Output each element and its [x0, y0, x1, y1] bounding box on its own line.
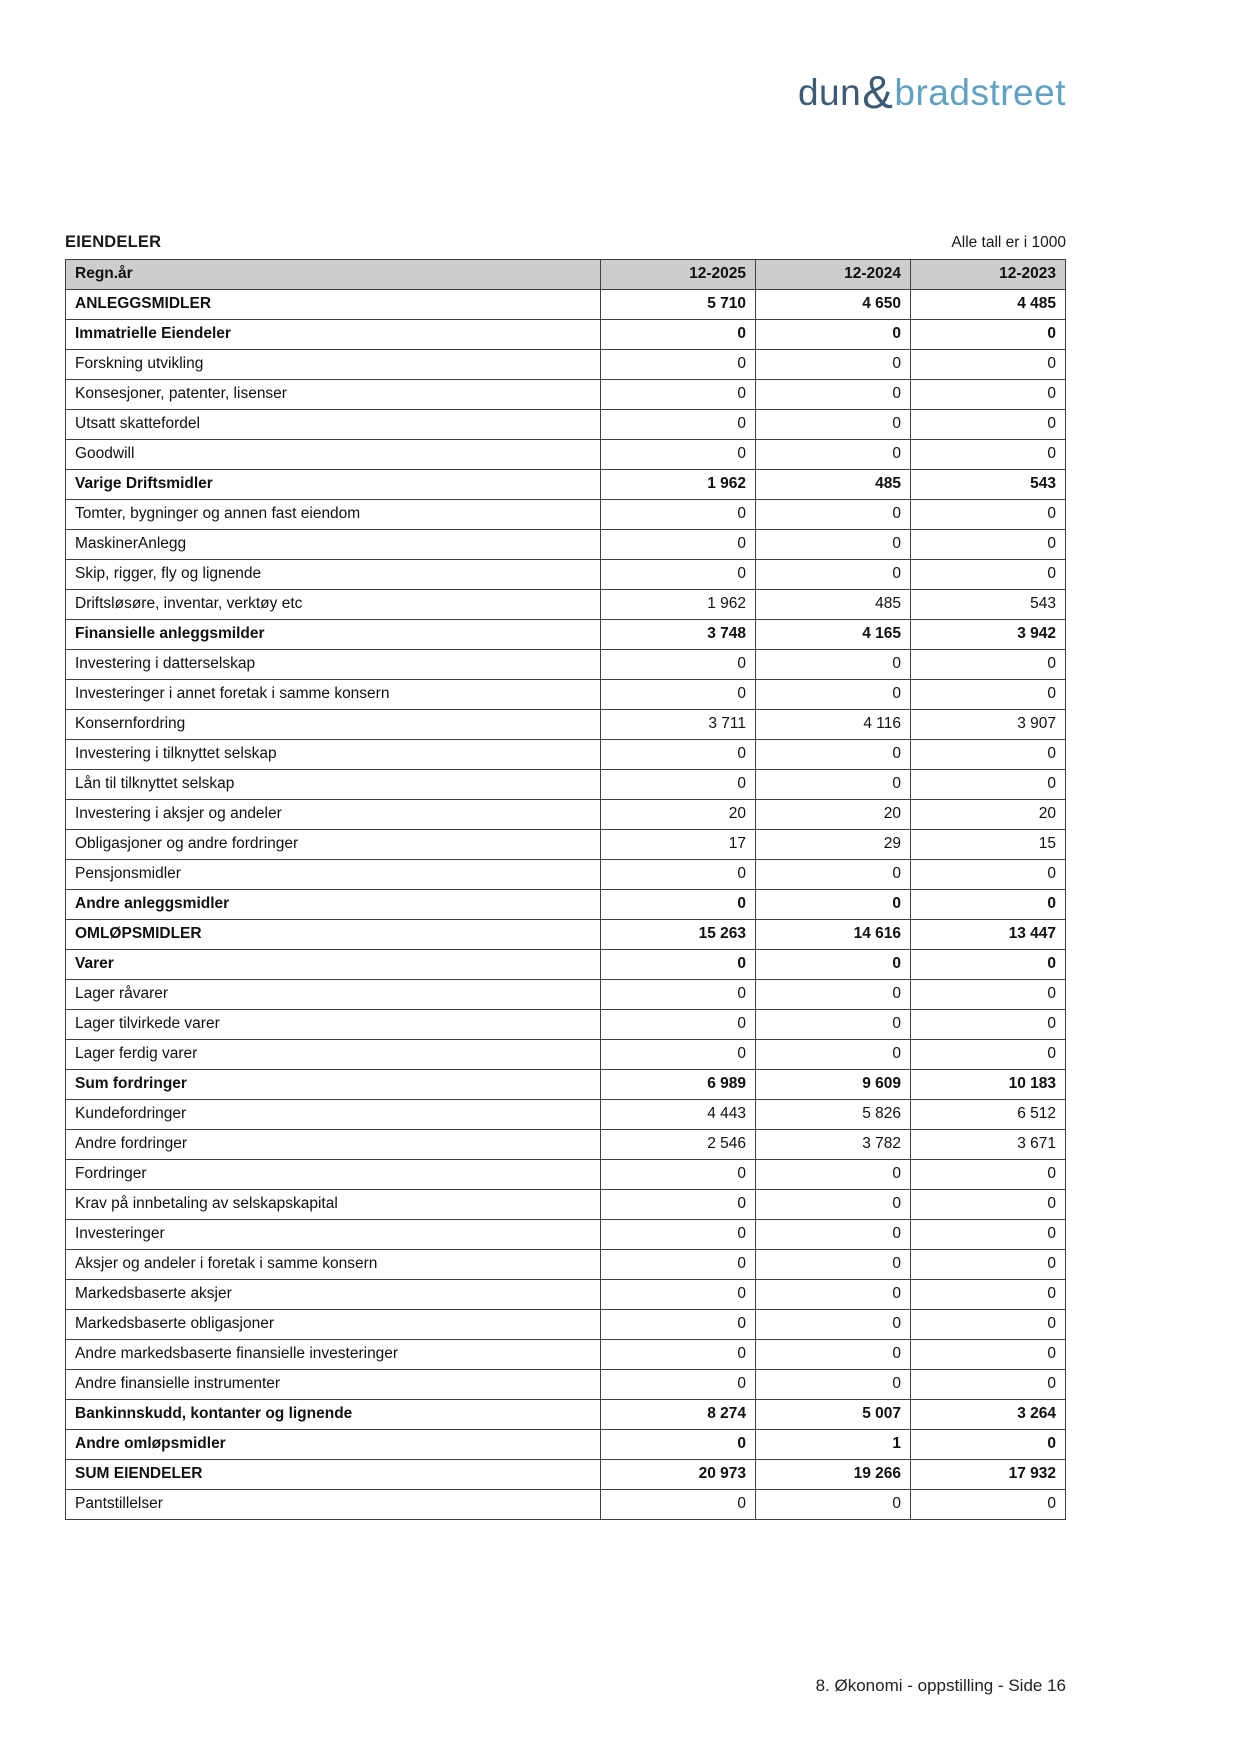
row-label: Konsernfordring [66, 709, 601, 739]
row-value: 0 [911, 1249, 1066, 1279]
row-value: 0 [911, 1339, 1066, 1369]
row-value: 0 [601, 319, 756, 349]
row-label: Investering i aksjer og andeler [66, 799, 601, 829]
table-row [66, 1009, 1066, 1039]
row-label: OMLØPSMIDLER [66, 919, 601, 949]
row-value: 0 [756, 889, 911, 919]
row-label: Lager tilvirkede varer [66, 1009, 601, 1039]
table-header-row [66, 259, 1066, 289]
row-value: 0 [756, 1189, 911, 1219]
row-label: Pantstillelser [66, 1489, 601, 1519]
row-value: 0 [601, 349, 756, 379]
report-page [65, 0, 1066, 1520]
row-value: 0 [756, 559, 911, 589]
page-title: EIENDELER [65, 232, 162, 251]
row-value: 0 [911, 1159, 1066, 1189]
row-value: 0 [756, 409, 911, 439]
logo-text-dun: dun [797, 72, 862, 113]
row-value: 0 [911, 1369, 1066, 1399]
table-row [66, 1489, 1066, 1519]
row-value: 3 907 [911, 709, 1066, 739]
row-value: 0 [601, 949, 756, 979]
row-label: Markedsbaserte obligasjoner [66, 1309, 601, 1339]
ampersand-icon: & [862, 66, 894, 118]
row-label: Andre finansielle instrumenter [66, 1369, 601, 1399]
row-value: 17 932 [911, 1459, 1066, 1489]
table-row [66, 1249, 1066, 1279]
row-label: Andre fordringer [66, 1129, 601, 1159]
table-row [66, 1069, 1066, 1099]
row-label: Lager ferdig varer [66, 1039, 601, 1069]
row-value: 0 [911, 889, 1066, 919]
table-body [66, 289, 1066, 1519]
row-value: 0 [756, 319, 911, 349]
row-value: 4 485 [911, 289, 1066, 319]
table-row [66, 1279, 1066, 1309]
row-value: 0 [911, 499, 1066, 529]
row-value: 0 [601, 529, 756, 559]
row-value: 5 007 [756, 1399, 911, 1429]
row-value: 0 [911, 649, 1066, 679]
row-label: Kundefordringer [66, 1099, 601, 1129]
row-value: 0 [756, 979, 911, 1009]
row-value: 6 512 [911, 1099, 1066, 1129]
row-label: Andre omløpsmidler [66, 1429, 601, 1459]
dun-and-bradstreet-logo [797, 64, 1066, 118]
row-label: Andre markedsbaserte finansielle investeringer [66, 1339, 601, 1369]
row-label: Tomter, bygninger og annen fast eiendom [66, 499, 601, 529]
row-value: 20 [601, 799, 756, 829]
row-value: 20 973 [601, 1459, 756, 1489]
row-value: 0 [756, 769, 911, 799]
row-value: 0 [911, 439, 1066, 469]
row-value: 0 [911, 349, 1066, 379]
row-value: 13 447 [911, 919, 1066, 949]
row-value: 0 [601, 1369, 756, 1399]
row-value: 5 710 [601, 289, 756, 319]
table-row [66, 1339, 1066, 1369]
row-label: Goodwill [66, 439, 601, 469]
table-row [66, 1189, 1066, 1219]
row-value: 0 [756, 499, 911, 529]
table-row [66, 589, 1066, 619]
row-value: 0 [601, 1429, 756, 1459]
page-footer: 8. Økonomi - oppstilling - Side 16 [815, 1676, 1066, 1695]
title-row [65, 233, 1066, 252]
row-value: 0 [756, 949, 911, 979]
row-label: ANLEGGSMIDLER [66, 289, 601, 319]
row-label: Varige Driftsmidler [66, 469, 601, 499]
row-value: 4 650 [756, 289, 911, 319]
balance-sheet-table [65, 259, 1066, 1520]
table-row [66, 949, 1066, 979]
row-value: 0 [911, 1429, 1066, 1459]
row-value: 0 [601, 499, 756, 529]
table-row [66, 1429, 1066, 1459]
row-value: 29 [756, 829, 911, 859]
table-row [66, 1129, 1066, 1159]
row-value: 3 671 [911, 1129, 1066, 1159]
table-row [66, 649, 1066, 679]
row-value: 19 266 [756, 1459, 911, 1489]
row-value: 0 [911, 769, 1066, 799]
row-value: 0 [756, 1249, 911, 1279]
row-value: 0 [756, 1219, 911, 1249]
row-label: Konsesjoner, patenter, lisenser [66, 379, 601, 409]
row-value: 0 [601, 1039, 756, 1069]
row-label: Fordringer [66, 1159, 601, 1189]
row-value: 0 [601, 1309, 756, 1339]
row-value: 0 [756, 529, 911, 559]
row-value: 0 [756, 379, 911, 409]
table-row [66, 319, 1066, 349]
row-value: 0 [601, 739, 756, 769]
table-row [66, 979, 1066, 1009]
row-value: 0 [911, 559, 1066, 589]
table-row [66, 529, 1066, 559]
row-value: 0 [911, 529, 1066, 559]
table-row [66, 1309, 1066, 1339]
row-value: 3 942 [911, 619, 1066, 649]
row-value: 0 [756, 859, 911, 889]
row-value: 20 [756, 799, 911, 829]
row-label: Forskning utvikling [66, 349, 601, 379]
table-row [66, 769, 1066, 799]
table-row [66, 1099, 1066, 1129]
row-label: Bankinnskudd, kontanter og lignende [66, 1399, 601, 1429]
row-value: 3 782 [756, 1129, 911, 1159]
table-row [66, 1399, 1066, 1429]
row-value: 485 [756, 469, 911, 499]
row-value: 0 [756, 1279, 911, 1309]
row-value: 0 [911, 859, 1066, 889]
row-value: 0 [601, 559, 756, 589]
row-label: Pensjonsmidler [66, 859, 601, 889]
row-value: 0 [601, 1189, 756, 1219]
row-value: 14 616 [756, 919, 911, 949]
row-value: 6 989 [601, 1069, 756, 1099]
row-value: 15 263 [601, 919, 756, 949]
row-value: 0 [911, 1009, 1066, 1039]
row-value: 0 [756, 1009, 911, 1039]
table-row [66, 859, 1066, 889]
row-value: 0 [756, 679, 911, 709]
table-row [66, 679, 1066, 709]
table-row [66, 1219, 1066, 1249]
row-value: 0 [601, 409, 756, 439]
row-value: 4 165 [756, 619, 911, 649]
row-value: 1 962 [601, 589, 756, 619]
row-value: 15 [911, 829, 1066, 859]
column-header-year: 12-2024 [756, 259, 911, 289]
row-label: Investeringer [66, 1219, 601, 1249]
row-value: 4 443 [601, 1099, 756, 1129]
row-value: 0 [601, 1249, 756, 1279]
row-label: Obligasjoner og andre fordringer [66, 829, 601, 859]
column-header-label: Regn.år [66, 259, 601, 289]
row-label: SUM EIENDELER [66, 1459, 601, 1489]
row-label: Investering i datterselskap [66, 649, 601, 679]
row-value: 1 [756, 1429, 911, 1459]
row-value: 9 609 [756, 1069, 911, 1099]
row-value: 0 [911, 1279, 1066, 1309]
row-value: 0 [911, 319, 1066, 349]
row-value: 2 546 [601, 1129, 756, 1159]
row-label: Investering i tilknyttet selskap [66, 739, 601, 769]
row-value: 4 116 [756, 709, 911, 739]
row-label: Krav på innbetaling av selskapskapital [66, 1189, 601, 1219]
row-value: 0 [756, 439, 911, 469]
table-row [66, 1159, 1066, 1189]
table-row [66, 439, 1066, 469]
row-value: 0 [911, 1489, 1066, 1519]
table-row [66, 349, 1066, 379]
row-value: 0 [601, 679, 756, 709]
row-value: 0 [601, 1279, 756, 1309]
row-label: Driftsløsøre, inventar, verktøy etc [66, 589, 601, 619]
row-value: 0 [911, 979, 1066, 1009]
row-value: 3 711 [601, 709, 756, 739]
table-row [66, 379, 1066, 409]
row-value: 0 [601, 379, 756, 409]
row-value: 5 826 [756, 1099, 911, 1129]
table-row [66, 1039, 1066, 1069]
row-value: 0 [911, 409, 1066, 439]
row-value: 0 [911, 1039, 1066, 1069]
row-value: 0 [601, 439, 756, 469]
row-label: Investeringer i annet foretak i samme konsern [66, 679, 601, 709]
table-row [66, 559, 1066, 589]
row-value: 3 264 [911, 1399, 1066, 1429]
row-value: 0 [911, 1219, 1066, 1249]
row-value: 543 [911, 589, 1066, 619]
row-value: 0 [756, 1159, 911, 1189]
row-label: Aksjer og andeler i foretak i samme konsern [66, 1249, 601, 1279]
row-value: 1 962 [601, 469, 756, 499]
row-value: 0 [756, 1489, 911, 1519]
row-value: 0 [911, 1309, 1066, 1339]
row-value: 0 [911, 379, 1066, 409]
table-row [66, 1459, 1066, 1489]
row-label: Immatrielle Eiendeler [66, 319, 601, 349]
row-label: Skip, rigger, fly og lignende [66, 559, 601, 589]
row-value: 0 [601, 1489, 756, 1519]
logo-row [65, 64, 1066, 118]
table-row [66, 469, 1066, 499]
table-row [66, 889, 1066, 919]
table-row [66, 1369, 1066, 1399]
row-value: 0 [756, 1309, 911, 1339]
table-row [66, 499, 1066, 529]
column-header-year: 12-2023 [911, 259, 1066, 289]
row-value: 3 748 [601, 619, 756, 649]
row-value: 0 [756, 1339, 911, 1369]
row-label: Lån til tilknyttet selskap [66, 769, 601, 799]
units-note: Alle tall er i 1000 [951, 233, 1066, 251]
row-label: MaskinerAnlegg [66, 529, 601, 559]
row-value: 485 [756, 589, 911, 619]
row-value: 543 [911, 469, 1066, 499]
row-value: 10 183 [911, 1069, 1066, 1099]
row-value: 0 [601, 859, 756, 889]
row-value: 0 [601, 769, 756, 799]
row-label: Markedsbaserte aksjer [66, 1279, 601, 1309]
row-value: 0 [911, 949, 1066, 979]
row-label: Lager råvarer [66, 979, 601, 1009]
row-value: 0 [911, 739, 1066, 769]
row-value: 0 [601, 1339, 756, 1369]
row-value: 0 [911, 679, 1066, 709]
row-value: 8 274 [601, 1399, 756, 1429]
table-row [66, 739, 1066, 769]
row-value: 0 [756, 649, 911, 679]
row-value: 0 [756, 349, 911, 379]
row-value: 0 [911, 1189, 1066, 1219]
table-row [66, 409, 1066, 439]
row-label: Andre anleggsmidler [66, 889, 601, 919]
row-value: 0 [601, 1009, 756, 1039]
table-row [66, 289, 1066, 319]
row-value: 0 [756, 1369, 911, 1399]
row-value: 0 [756, 1039, 911, 1069]
table-row [66, 799, 1066, 829]
row-value: 0 [601, 979, 756, 1009]
table-row [66, 829, 1066, 859]
row-value: 0 [601, 1219, 756, 1249]
row-label: Utsatt skattefordel [66, 409, 601, 439]
row-value: 0 [601, 889, 756, 919]
row-value: 20 [911, 799, 1066, 829]
row-value: 0 [756, 739, 911, 769]
row-value: 0 [601, 649, 756, 679]
row-label: Finansielle anleggsmilder [66, 619, 601, 649]
row-label: Varer [66, 949, 601, 979]
logo-text-bradstreet: bradstreet [894, 72, 1066, 113]
table-row [66, 619, 1066, 649]
table-row [66, 919, 1066, 949]
row-value: 0 [601, 1159, 756, 1189]
table-row [66, 709, 1066, 739]
column-header-year: 12-2025 [601, 259, 756, 289]
row-label: Sum fordringer [66, 1069, 601, 1099]
row-value: 17 [601, 829, 756, 859]
